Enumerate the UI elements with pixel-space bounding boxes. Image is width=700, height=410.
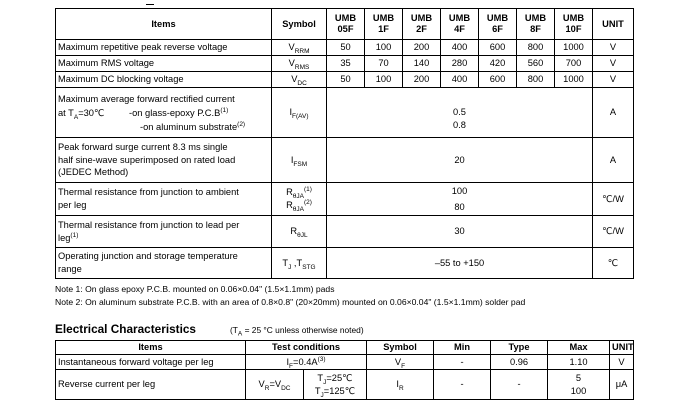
row-label: Peak forward surge current 8.3 ms single half sine-wave superimposed on rated load (JEDEC Method) [56, 138, 272, 183]
row-label: Instantaneous forward voltage per leg [56, 355, 246, 370]
ratings-table [55, 8, 634, 279]
cell-value: 400 [441, 40, 479, 56]
ratings-section [55, 8, 633, 309]
merged-value: 20 [327, 138, 593, 183]
table-row [56, 88, 634, 138]
notes [55, 283, 633, 309]
cell-value: - [434, 355, 491, 370]
row-symbol: $I_{FSM}$ [272, 138, 327, 183]
merged-value: –55 to +150 [327, 248, 593, 279]
top-mark [146, 4, 154, 5]
cell-value: 1000 [555, 40, 593, 56]
col-header: Type [491, 341, 548, 355]
cell-value: 280 [441, 56, 479, 72]
cell-value: 0.96 [491, 355, 548, 370]
cell-value: 700 [555, 56, 593, 72]
merged-value: 30 [327, 216, 593, 248]
row-label: Maximum DC blocking voltage [56, 72, 272, 88]
note-2: Note 2: On aluminum substrate P.C.B. with an area of 0.8×0.8" (20×20mm) mounted on 0.06×0.04" (1.5×1.1mm) solder pad [55, 297, 526, 307]
row-label: Maximum RMS voltage [56, 56, 272, 72]
cell-value: 1.10 [548, 355, 610, 370]
electrical-title: Electrical Characteristics [55, 322, 196, 336]
items-header: Items [56, 9, 272, 40]
electrical-table [55, 340, 634, 400]
part-header: UMB 05F [327, 9, 365, 40]
row-label: Thermal resistance from junction to ambient per leg [56, 183, 272, 216]
row-unit: V [593, 56, 634, 72]
row-symbol: $R_{\theta JA}^{(1)}$ $R_{\theta JA}^{(2)}$ [272, 183, 327, 216]
merged-value: 100 80 [327, 183, 593, 216]
test-condition-temp: $T_J=25℃$ $T_J=125℃$ [304, 370, 367, 400]
cell-value: - [491, 370, 548, 400]
cell-value: 1000 [555, 72, 593, 88]
cell-value: - [434, 370, 491, 400]
row-label: Maximum average forward rectified current at $T_A=30℃$ -on glass-epoxy $P.C.B^{(1)}$ -on aluminum substrate$^{(2)}$ [56, 88, 272, 138]
row-unit: μA [610, 370, 634, 400]
row-symbol: $V_{RRM}$ [272, 40, 327, 56]
table-row [56, 216, 634, 248]
electrical-section [55, 340, 633, 400]
row-symbol: $I_R$ [367, 370, 434, 400]
cell-value: 400 [441, 72, 479, 88]
row-label: Operating junction and storage temperature range [56, 248, 272, 279]
col-header: Test conditions [246, 341, 367, 355]
part-header: UMB 2F [403, 9, 441, 40]
merged-value: 0.5 0.8 [327, 88, 593, 138]
cell-value: 560 [517, 56, 555, 72]
row-unit: V [593, 40, 634, 56]
cell-value: 140 [403, 56, 441, 72]
cell-value: 35 [327, 56, 365, 72]
row-symbol: $R_{\theta JL}$ [272, 216, 327, 248]
table-row [56, 248, 634, 279]
row-symbol: $V_{RMS}$ [272, 56, 327, 72]
part-header: UMB 1F [365, 9, 403, 40]
col-header: Symbol [367, 341, 434, 355]
cell-value: 600 [479, 40, 517, 56]
test-condition: $I_F=0.4A^{(3)}$ [246, 355, 367, 370]
cell-value: 600 [479, 72, 517, 88]
table-row [56, 183, 634, 216]
row-label: Reverse current per leg [56, 370, 246, 400]
row-label: Thermal resistance from junction to lead per leg$^{(1)}$ [56, 216, 272, 248]
electrical-condition: ($T_A = 25$ °C unless otherwise noted) [230, 325, 364, 338]
row-symbol: $V_F$ [367, 355, 434, 370]
table-row [56, 56, 634, 72]
row-unit: ℃/W [593, 216, 634, 248]
cell-value: 5 100 [548, 370, 610, 400]
part-header: UMB 4F [441, 9, 479, 40]
cell-value: 420 [479, 56, 517, 72]
row-symbol: $I_{F(AV)}$ [272, 88, 327, 138]
cell-value: 50 [327, 40, 365, 56]
cell-value: 70 [365, 56, 403, 72]
row-unit: A [593, 138, 634, 183]
row-unit: V [610, 355, 634, 370]
col-header: Max [548, 341, 610, 355]
part-header: UMB 10F [555, 9, 593, 40]
table-row [56, 370, 634, 400]
table-row [56, 72, 634, 88]
cell-value: 50 [327, 72, 365, 88]
row-unit: V [593, 72, 634, 88]
part-header: UMB 8F [517, 9, 555, 40]
note-1: Note 1: On glass epoxy P.C.B. mounted on 0.06×0.04" (1.5×1.1mm) pads [55, 284, 335, 294]
row-unit: ℃/W [593, 183, 634, 216]
cell-value: 200 [403, 72, 441, 88]
col-header: Min [434, 341, 491, 355]
row-symbol: $V_{DC}$ [272, 72, 327, 88]
header-row [56, 9, 634, 40]
part-header: UMB 6F [479, 9, 517, 40]
col-header: Items [56, 341, 246, 355]
row-symbol: $T_J$ $,T_{STG}$ [272, 248, 327, 279]
row-label: Maximum repetitive peak reverse voltage [56, 40, 272, 56]
test-condition: $V_R=V_{DC}$ [246, 370, 304, 400]
table-row [56, 138, 634, 183]
cell-value: 100 [365, 72, 403, 88]
header-row [56, 341, 634, 355]
cell-value: 800 [517, 40, 555, 56]
row-unit: ℃ [593, 248, 634, 279]
row-unit: A [593, 88, 634, 138]
cell-value: 800 [517, 72, 555, 88]
table-row [56, 40, 634, 56]
cell-value: 100 [365, 40, 403, 56]
col-header: UNIT [610, 341, 634, 355]
cell-value: 200 [403, 40, 441, 56]
table-row [56, 355, 634, 370]
symbol-header: Symbol [272, 9, 327, 40]
unit-header: UNIT [593, 9, 634, 40]
